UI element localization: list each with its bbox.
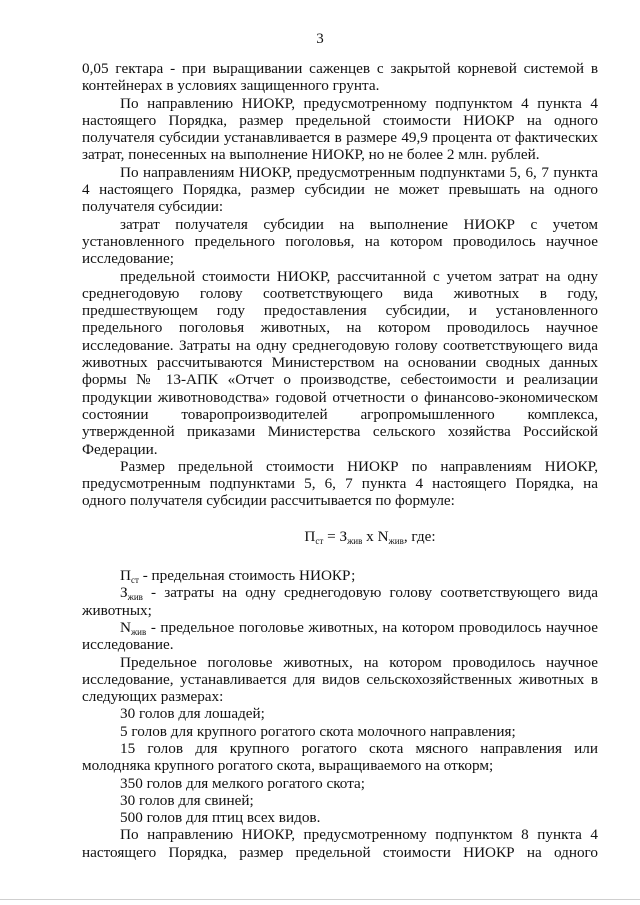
paragraph-niokr-subpoints-5-7: По направлениям НИОКР, предусмотренным подпунктами 5, 6, 7 пункта 4 настоящего Порядка, размер субсидии не может превышать на одного получателя субсидии: (82, 163, 598, 216)
paragraph-limit-intro: Предельное поголовье животных, на котором проводилось научное исследование, устанавливается для видов сельскохозяйственных животных в следующих размерах: (82, 653, 598, 706)
definition-costs-per-head (82, 584, 598, 619)
definition-symbol: З (120, 584, 128, 602)
definition-symbol-sub: жив (127, 592, 143, 603)
paragraph-recipient-costs: затрат получателя субсидии на выполнение НИОКР с учетом установленного предельного поголовья, на котором проводилось научное исследование; (82, 215, 598, 268)
formula-times: х (362, 527, 378, 545)
limit-item-pigs: 30 голов для свиней; (120, 791, 254, 809)
paragraph-formula-intro: Размер предельной стоимости НИОКР по направлениям НИОКР, предусмотренным подпунктами 5, 6, 7 пункта 4 настоящего Порядка, на одного получателя субсидии рассчитывается по формуле: (82, 457, 598, 510)
limit-item-dairy-cattle: 5 голов для крупного рогатого скота молочного направления; (120, 722, 516, 740)
document-body (82, 60, 598, 861)
paragraph-niokr-subpoint-8: По направлению НИОКР, предусмотренному подпунктом 8 пункта 4 настоящего Порядка, размер предельной стоимости НИОКР на одного (82, 826, 598, 861)
limit-item-poultry: 500 голов для птиц всех видов. (120, 809, 321, 827)
limit-item-horses: 30 голов для лошадей; (120, 705, 265, 723)
limit-item-beef-cattle: 15 голов для крупного рогатого скота мясного направления или молодняка крупного рогатого скота, выращиваемого на откорм; (82, 739, 598, 775)
formula-n: N (377, 527, 389, 545)
definition-symbol-sub: ст (130, 575, 139, 586)
scan-edge-line (0, 899, 640, 900)
formula-z: З (339, 527, 348, 545)
definition-text: - предельная стоимость НИОКР; (138, 567, 356, 585)
formula-lhs: П (304, 527, 316, 545)
limit-item-small-ruminants: 350 голов для мелкого рогатого скота; (120, 774, 365, 792)
paragraph-niokr-subpoint-4: По направлению НИОКР, предусмотренному подпунктом 4 пункта 4 настоящего Порядка, размер предельной стоимости НИОКР на одного получателя субсидии устанавливается в размере 49,9 процента от фактических затрат, понесенных на выполнение НИОКР, но не более 2 млн. рублей. (82, 94, 598, 164)
definition-cost (82, 567, 598, 584)
formula-n-sub: жив (388, 535, 404, 546)
definition-livestock-limit (82, 619, 598, 654)
definition-text: - затраты на одну среднегодовую голову соответствующего вида животных; (82, 584, 598, 619)
formula-z-sub: жив (347, 535, 363, 546)
formula-lhs-sub: ст (315, 535, 324, 546)
formula-eq: = (323, 527, 340, 545)
definition-symbol-sub: жив (130, 626, 147, 637)
formula (82, 528, 598, 545)
definition-symbol: П (120, 567, 131, 585)
formula-tail: , где: (403, 527, 436, 545)
paragraph-seedlings-area: 0,05 гектара - при выращивании саженцев с закрытой корневой системой в контейнерах в условиях защищенного грунта. (82, 60, 598, 95)
definition-symbol: N (120, 618, 131, 636)
definition-text: - предельное поголовье животных, на котором проводилось научное исследование. (82, 618, 598, 654)
paragraph-limit-cost: предельной стоимости НИОКР, рассчитанной с учетом затрат на одну среднегодовую голову соответствующего вида животных в году, предшествующем году предоставления субсидии, и установленного предельного поголовья животных, на котором проводилось научное исследование. Затраты на одну среднегодовую голову соответствующего вида животных рассчитываются Министерством на основании сводных данных формы № 13-АПК «Отчет о производстве, себестоимости и реализации продукции животноводства» годовой отчетности о финансово-экономическом состоянии товаропроизводителей агропромышленного комплекса, утвержденной приказами Министерства сельского хозяйства Российской Федерации. (82, 267, 598, 458)
page-number: 3 (316, 31, 324, 47)
